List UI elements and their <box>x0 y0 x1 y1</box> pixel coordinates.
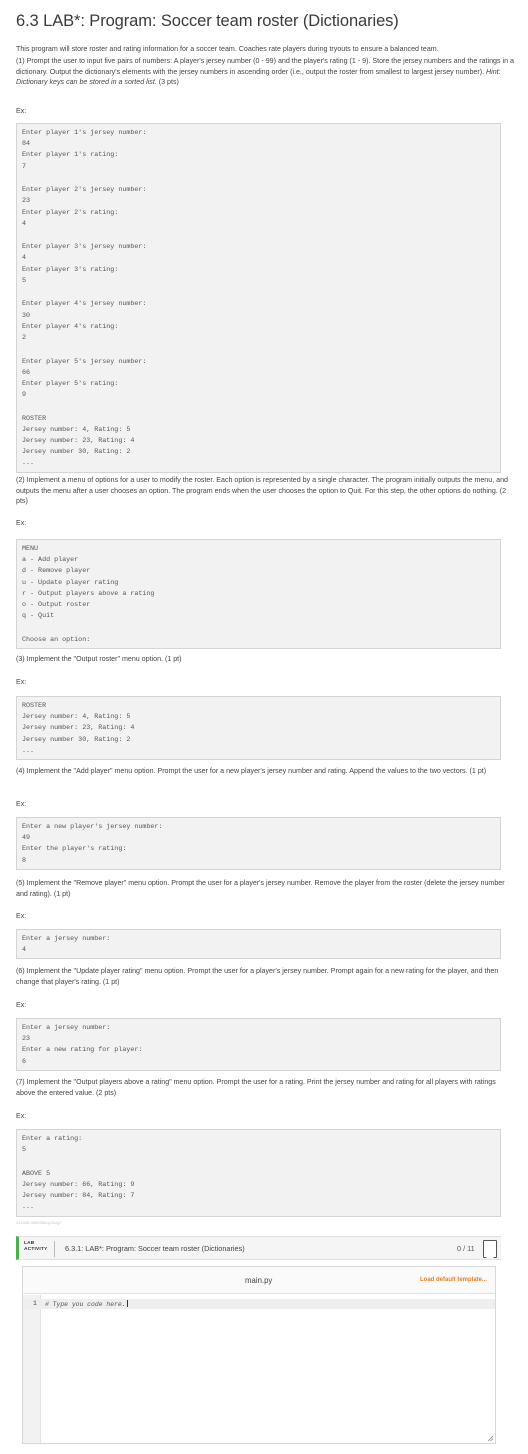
lab-activity <box>16 1236 501 1446</box>
code-output-line: Enter a new rating for player: <box>22 1046 143 1055</box>
code-output-line: ROSTER <box>22 414 47 423</box>
code-output-line: Jersey number 30, Rating: 2 <box>22 448 131 457</box>
example-label: Ex: <box>16 519 27 527</box>
step-4-text: (4) Implement the "Add player" menu option. Prompt the user for a new player's jersey number and rating. Append the values to the two vectors. (1 pt) <box>16 767 487 775</box>
code-output-line: 23 <box>22 197 31 206</box>
code-output-line: 23 <box>22 1035 31 1044</box>
code-output-line: Jersey number: 4, Rating: 5 <box>22 425 131 434</box>
blank-line <box>22 1156 495 1168</box>
badge-line-1: LAB <box>24 1241 35 1246</box>
step-7-text: (7) Implement the "Output players above a rating" menu option. Prompt the user for a rating. Print the jersey number and rating for all players with ratings above the entered value. (2 pts) <box>16 1078 496 1097</box>
code-output-line: 49 <box>22 834 31 843</box>
code-output-line: 5 <box>22 276 27 285</box>
code-output-line: 66 <box>22 368 31 377</box>
blank-line <box>22 173 495 185</box>
code-output-line: Enter player 1's rating: <box>22 151 119 160</box>
lab-score: 0 / 11 <box>457 1244 475 1253</box>
step-1-hint: Hint: Dictionary keys can be stored in a sorted list. <box>16 67 501 87</box>
code-output-line: Jersey number: 4, Rating: 5 <box>22 713 131 722</box>
bookmark-flag-icon[interactable] <box>483 1240 497 1258</box>
code-output-line: Enter player 5's jersey number: <box>22 357 147 366</box>
code-output-line: Jersey number: 66, Rating: 9 <box>22 1180 135 1189</box>
code-output-line: Jersey number 30, Rating: 2 <box>22 735 131 744</box>
code-output-line: 4 <box>22 254 27 263</box>
example-label: Ex: <box>16 912 27 920</box>
code-output-line: MENU <box>22 545 39 553</box>
example-label: Ex: <box>16 1112 27 1120</box>
lab-activity-badge <box>24 1241 47 1253</box>
code-output-line: ROSTER <box>22 702 47 710</box>
text-cursor <box>127 1300 128 1307</box>
load-default-template-link[interactable]: Load default template... <box>419 1277 487 1283</box>
code-output-line: Enter a new player's jersey number: <box>22 823 163 831</box>
example-6-box <box>16 1018 501 1071</box>
code-line[interactable] <box>45 1300 128 1308</box>
blank-line <box>22 622 495 634</box>
code-output-line: Enter player 1's jersey number: <box>22 129 147 137</box>
blank-line <box>22 401 495 413</box>
step-5-text: (5) Implement the "Remove player" menu option. Prompt the user for a player's jersey number. Remove the player from the roster (delete the jersey number and rating). (1 pt) <box>16 879 505 898</box>
blank-line <box>22 344 495 356</box>
code-output-line: 4 <box>22 946 27 955</box>
code-output-line: 7 <box>22 162 27 171</box>
example-4-box <box>16 817 501 870</box>
code-output-line: ... <box>22 746 35 755</box>
code-output-line: u - Update player rating <box>22 578 119 587</box>
lab-header <box>16 1236 501 1260</box>
code-output-line: 84 <box>22 140 31 149</box>
example-label: Ex: <box>16 678 27 686</box>
code-output-line: 6 <box>22 1057 27 1066</box>
example-1-box <box>16 123 501 473</box>
code-editor[interactable] <box>22 1266 496 1444</box>
code-output-line: Enter player 3's rating: <box>22 265 119 274</box>
code-output-line: ... <box>22 1203 35 1212</box>
example-label: Ex: <box>16 107 27 115</box>
code-output-line: Enter player 3's jersey number: <box>22 243 147 252</box>
code-output-line: Jersey number: 23, Rating: 4 <box>22 724 135 733</box>
code-output-line: Enter a jersey number: <box>22 935 111 943</box>
code-output-line: 30 <box>22 311 31 320</box>
step-6-text: (6) Implement the "Update player rating" menu option. Prompt the user for a player's jersey number. Prompt again for a new rating for the player, and then change that player's rating. (1 pt) <box>16 967 499 986</box>
code-output-line: Enter player 5's rating: <box>22 379 119 388</box>
code-output-line: d - Remove player <box>22 567 91 576</box>
divider <box>54 1241 55 1257</box>
code-output-line: r - Output players above a rating <box>22 589 155 598</box>
example-2-box <box>16 539 501 649</box>
line-number: 1 <box>33 1300 37 1307</box>
step-1-text <box>16 56 514 88</box>
code-output-line: 2 <box>22 333 27 342</box>
code-output-line: q - Quit <box>22 612 55 621</box>
code-output-line: Enter player 2's jersey number: <box>22 186 147 195</box>
step-1-points: (3 pts) <box>158 78 179 87</box>
code-output-line: Jersey number: 23, Rating: 4 <box>22 437 135 446</box>
example-label: Ex: <box>16 800 27 808</box>
blank-line <box>22 287 495 299</box>
editor-toolbar <box>23 1267 495 1294</box>
step-2-text: (2) Implement a menu of options for a user to modify the roster. Each option is represented by a single character. The program initially outputs the menu, and outputs the menu after a user chooses an option. The program ends when the user chooses the option to Quit. For this step, the other options do nothing. (2 pts) <box>16 476 508 506</box>
step-3-text: (3) Implement the "Output roster" menu option. (1 pt) <box>16 655 182 663</box>
code-output-line: Enter player 2's rating: <box>22 208 119 217</box>
code-output-line: o - Output roster <box>22 600 91 609</box>
code-output-line: 8 <box>22 856 27 865</box>
code-output-line: Choose an option: <box>22 635 91 644</box>
code-output-line: ... <box>22 459 35 468</box>
code-output-line: Enter player 4's rating: <box>22 322 119 331</box>
hash-text: 449446.3069386.qx3zqy7 <box>16 1220 63 1225</box>
code-output-line: Enter a jersey number: <box>22 1024 111 1032</box>
line-gutter <box>23 1295 41 1443</box>
code-output-line: ABOVE 5 <box>22 1169 51 1178</box>
step-1-body: (1) Prompt the user to input five pairs of numbers: A player's jersey number (0 - 99) and the player's rating (1 - 9). Store the jersey numbers and the ratings in a dictionary. Output the dictionary's elements with the jersey numbers in ascending order (i.e., output the roster from smallest to largest jersey number). <box>16 57 514 76</box>
code-text[interactable]: # Type you code here. <box>45 1301 126 1308</box>
code-output-line: Enter player 4's jersey number: <box>22 300 147 309</box>
code-output-line: Jersey number: 84, Rating: 7 <box>22 1192 135 1201</box>
example-label: Ex: <box>16 1001 27 1009</box>
blank-line <box>22 230 495 242</box>
code-output-line: Enter a rating: <box>22 1135 83 1143</box>
intro-text: This program will store roster and rating information for a soccer team. Coaches rate players during tryouts to ensure a balanced team. <box>16 45 439 53</box>
lab-title: 6.3.1: LAB*: Program: Soccer team roster (Dictionaries) <box>65 1244 245 1253</box>
example-7-box <box>16 1129 501 1217</box>
example-5-box <box>16 929 501 959</box>
code-output-line: 9 <box>22 391 27 400</box>
file-name: main.py <box>245 1276 273 1285</box>
resize-handle-icon[interactable] <box>487 1435 493 1441</box>
page-title: 6.3 LAB*: Program: Soccer team roster (Dictionaries) <box>16 12 399 30</box>
badge-line-2: ACTIVITY <box>24 1247 48 1252</box>
code-output-line: 5 <box>22 1146 27 1155</box>
code-output-line: 4 <box>22 219 27 228</box>
code-output-line: a - Add player <box>22 556 79 565</box>
example-3-box <box>16 696 501 760</box>
code-output-line: Enter the player's rating: <box>22 845 127 854</box>
